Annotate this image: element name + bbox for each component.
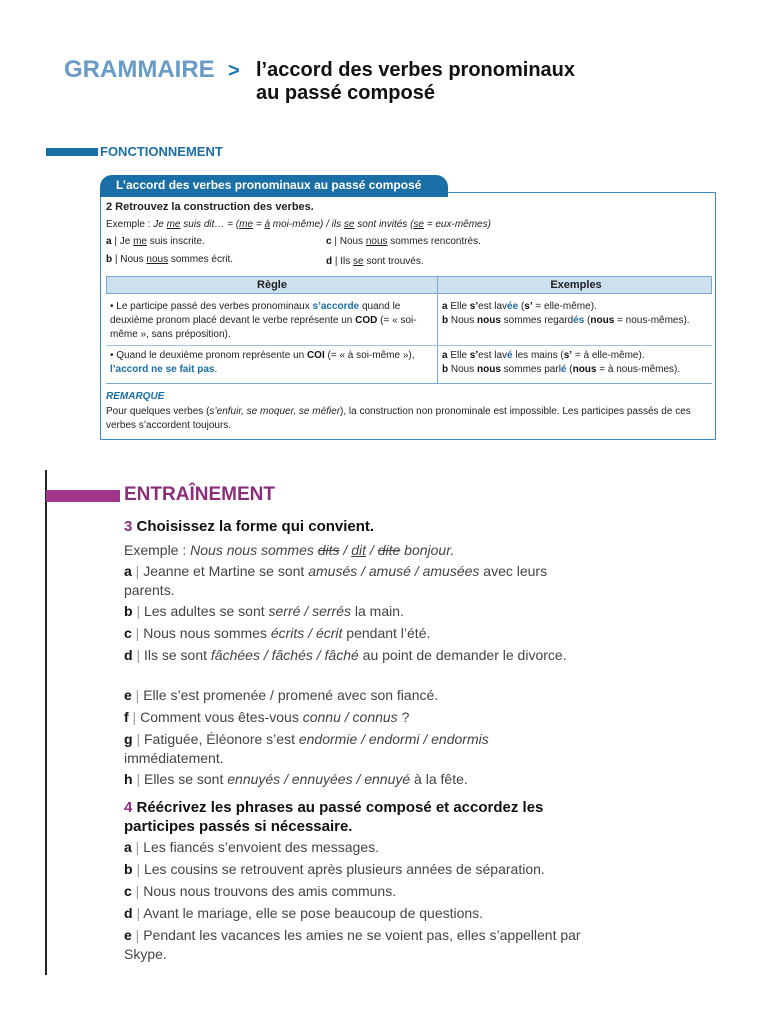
column-header-exemples: Exemples	[550, 279, 602, 291]
entrainement-bar	[46, 490, 120, 502]
table-row-1-regle: • Le participe passé des verbes pronominaux s’accorde quand le deuxième pronom placé devant le verbe représente un COD (= « soi-même », sans préposition).	[110, 301, 417, 340]
exercise-2-item-b: b | Nous nous sommes écrit.	[106, 254, 234, 265]
page-title-line1: l’accord des verbes pronominaux	[256, 59, 575, 81]
exercise-4-item-c: c | Nous nous trouvons des amis communs.	[124, 883, 397, 899]
title-arrow: >	[228, 60, 240, 82]
entrainement-heading: ENTRAÎNEMENT	[124, 484, 275, 505]
fonctionnement-heading: FONCTIONNEMENT	[100, 144, 223, 159]
column-header-regle: Règle	[257, 279, 287, 291]
remarque-text: Pour quelques verbes (s’enfuir, se moquer, se méfier), la construction non pronominale est impossible. Les participes passés de ces verbes s’accordent toujours.	[106, 406, 691, 431]
exercise-3-item-b: b | Les adultes se sont serré / serrés la main.	[124, 603, 404, 619]
table-row-1-exemples: a Elle s’est lavée (s’ = elle-même). b Nous nous sommes regardés (nous = nous-mêmes).	[442, 301, 690, 326]
exercise-2-item-a: a | Je me suis inscrite.	[106, 236, 205, 247]
table-row-2-exemples: a Elle s’est lavé les mains (s’ = à elle-même). b Nous nous sommes parlé (nous = à nous-mêmes).	[442, 350, 681, 375]
exercise-3-item-a: a | Jeanne et Martine se sont amusés / amusé / amusées avec leurs parents.	[124, 563, 548, 598]
exercise-3-example: Exemple : Nous nous sommes dits / dit / dite bonjour.	[124, 542, 455, 558]
exercise-4-item-d: d | Avant le mariage, elle se pose beaucoup de questions.	[124, 905, 484, 921]
exercise-3-item-f: f | Comment vous êtes-vous connu / connus ?	[124, 709, 410, 725]
section-title-grammaire: GRAMMAIRE	[64, 56, 215, 83]
exercise-3-item-h: h | Elles se sont ennuyés / ennuyées / ennuyé à la fête.	[124, 771, 468, 787]
exercise-4-item-e: e | Pendant les vacances les amies ne se voient pas, elles s’appellent par Skype.	[124, 927, 581, 962]
exercise-4-item-a: a | Les fiancés s’envoient des messages.	[124, 839, 380, 855]
exercise-3-item-c: c | Nous nous sommes écrits / écrit pendant l’été.	[124, 625, 431, 641]
exercise-2-title: 2 Retrouvez la construction des verbes.	[106, 201, 314, 213]
exercise-3-item-e: e | Elle s’est promenée / promené avec son fiancé.	[124, 687, 439, 703]
exercise-2-example: Exemple : Je me suis dit… = (me = à moi-même) / ils se sont invités (se = eux-mêmes)	[106, 219, 491, 230]
exercise-4-item-b: b | Les cousins se retrouvent après plusieurs années de séparation.	[124, 861, 545, 877]
exercise-3-item-d: d | Ils se sont fâchées / fâchés / fâché au point de demander le divorce.	[124, 647, 567, 663]
margin-rule	[45, 470, 47, 975]
table-divider	[437, 276, 438, 384]
fonctionnement-bar	[46, 148, 98, 156]
remarque-heading: REMARQUE	[106, 391, 165, 402]
exercise-2-item-d: d | Ils se sont trouvés.	[326, 256, 424, 267]
exercise-2-item-c: c | Nous nous sommes rencontrés.	[326, 236, 481, 247]
table-row-2-regle: • Quand le deuxième pronom représente un COI (= « à soi-même »), l’accord ne se fait pas.	[110, 350, 415, 375]
exercise-3-item-g: g | Fatiguée, Éléonore s’est endormie / endormi / endormis immédiatement.	[124, 731, 489, 766]
exercise-3-title: 3 Choisissez la forme qui convient.	[124, 518, 375, 535]
grammar-box-tab: L’accord des verbes pronominaux au passé composé	[100, 175, 448, 197]
table-row-divider	[106, 345, 712, 346]
exercise-4-title: 4 Réécrivez les phrases au passé composé et accordez les participes passés si nécessaire.	[124, 799, 544, 835]
table-bottom-border	[106, 383, 712, 384]
page-title-line2: au passé composé	[256, 82, 435, 104]
